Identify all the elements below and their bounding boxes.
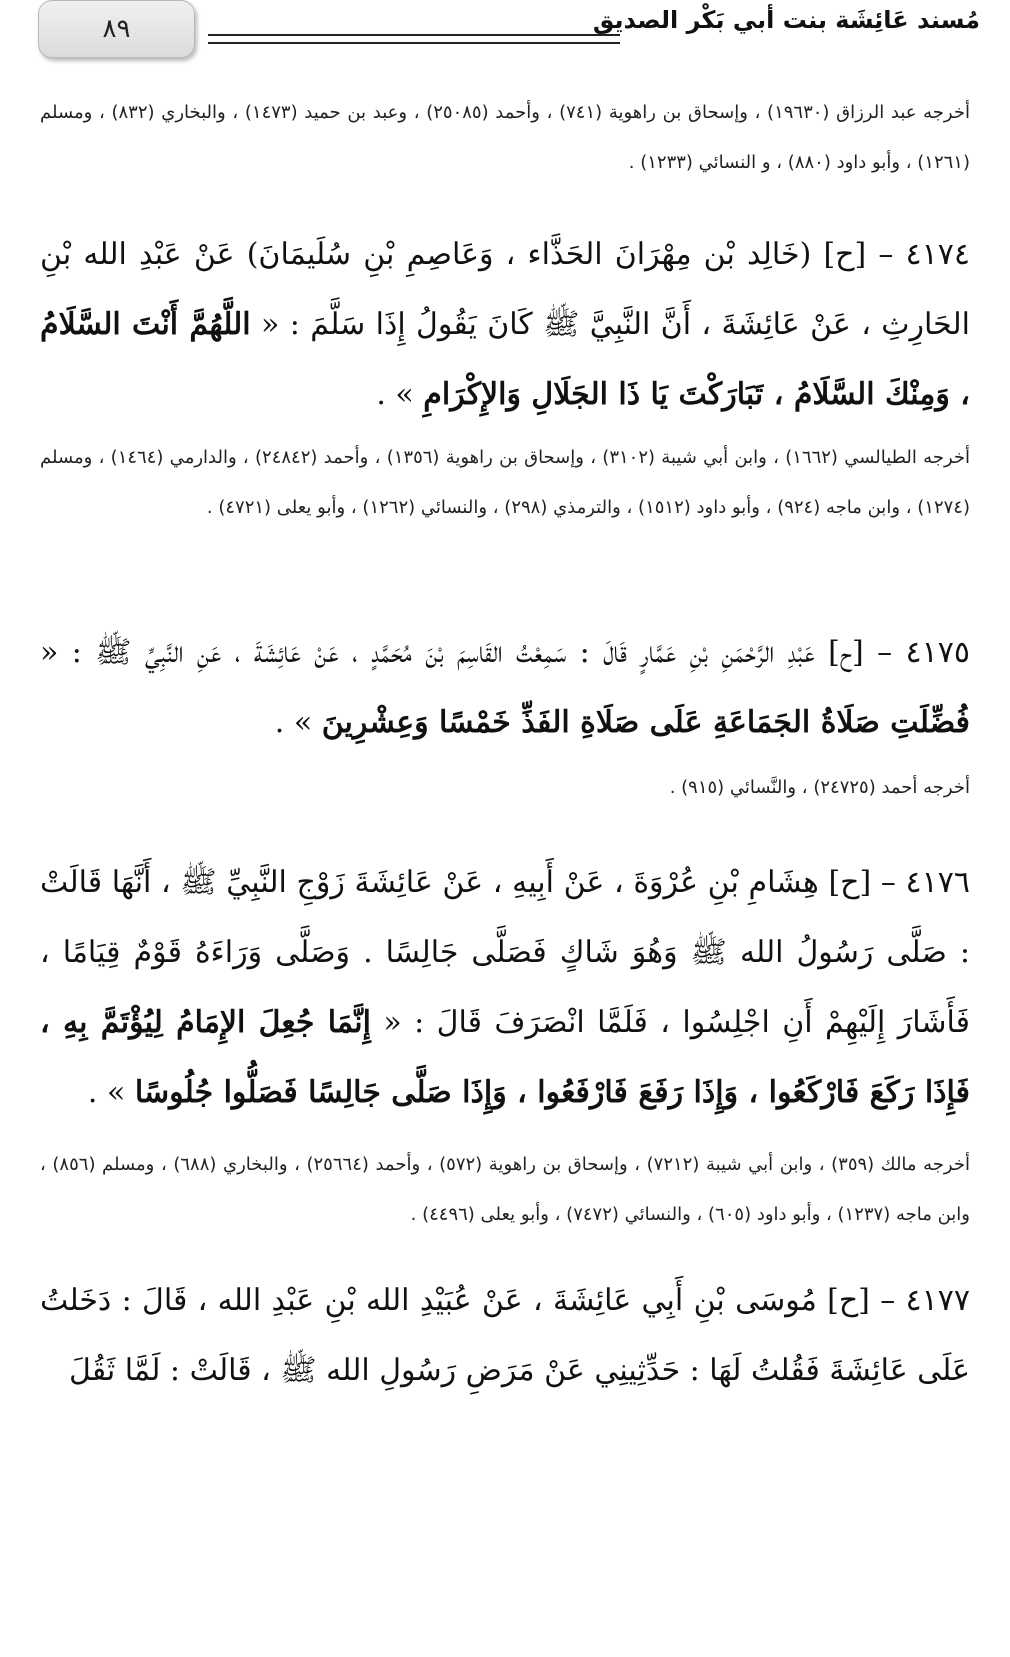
hadith-4176 [40,848,970,1128]
hadith-matn: فُضِّلَتِ صَلَاةُ الجَمَاعَةِ عَلَى صَلَاةِ الفَذِّ خَمْسًا وَعِشْرِينَ [321,705,970,740]
takhrij-note-4 [40,1140,970,1240]
page-number: ٨٩ [102,14,131,44]
page-header [30,0,980,64]
hadith-4174 [40,220,970,430]
takhrij-note-2 [40,433,970,533]
takhrij-note-text: أخرجه أحمد (٢٤٧٢٥) ، والنَّسائي (٩١٥) . [669,777,970,798]
hadith-matn: إِنَّمَا جُعِلَ الإِمَامُ لِيُؤْتَمَّ بِهِ ، فَإِذَا رَكَعَ فَارْكَعُوا ، وَإِذَا رَفَعَ فَارْفَعُوا ، وَإِذَا صَلَّى جَالِسًا فَصَلُّوا جُلُوسًا [40,1005,970,1110]
running-title: مُسند عَائِشَة بنت أبي بَكْر الصديق [592,6,980,34]
hadith-paragraph [40,220,970,430]
hadith-tail: » . [274,705,322,740]
takhrij-note-3 [40,763,970,813]
header-rule-bottom [208,42,620,44]
hadith-paragraph [40,618,970,758]
takhrij-note-text: أخرجه الطيالسي (١٦٦٢) ، وابن أبي شيبة (٣١٠٢) ، وإسحاق بن راهوية (١٣٥٦) ، وأحمد (٢٤٨٤٢) ، والدارمي (١٤٦٤) ، ومسلم (١٢٧٤) ، وابن ماجه (٩٢٤) ، وأبو داود (١٥١٢) ، والترمذي (٢٩٨) ، والنسائي (١٢٦٢) ، وأبو يعلى (٤٧٢١) . [40,447,971,518]
hadith-isnad: [ح] هِشَامِ بْنِ عُرْوَةَ ، عَنْ أَبِيهِ ، عَنْ عَائِشَةَ زَوْجِ النَّبِيِّ ﷺ ، أَنَّهَا قَالَتْ : صَلَّى رَسُولُ الله ﷺ وَهُوَ شَاكٍ فَصَلَّى جَالِسًا . وَصَلَّى وَرَاءَهُ قَوْمٌ قِيَامًا ، فَأَشَارَ إِلَيْهِمْ أَنِ اجْلِسُوا ، فَلَمَّا انْصَرَفَ قَالَ : « [40,865,971,1040]
hadith-number: ٤١٧٦ – [880,865,970,900]
hadith-4177 [40,1266,970,1406]
hadith-isnad: [ح] (خَالِد بْن مِهْرَانَ الحَذَّاء ، وَعَاصِمِ بْنِ سُلَيمَانَ) عَنْ عَبْدِ الله بْنِ الحَارِثِ ، عَنْ عَائِشَةَ ، أَنَّ النَّبِيَّ ﷺ كَانَ يَقُولُ إِذَا سَلَّمَ : « [40,237,970,342]
takhrij-note-text: أخرجه مالك (٣٥٩) ، وابن أبي شيبة (٧٢١٢) ، وإسحاق بن راهوية (٥٧٢) ، وأحمد (٢٥٦٦٤) ، والبخاري (٦٨٨) ، ومسلم (٨٥٦) ، وابن ماجه (١٢٣٧) ، وأبو داود (٦٠٥) ، والنسائي (٧٤٧٢) ، وأبو يعلى (٤٤٩٦) . [40,1154,970,1225]
hadith-4175 [40,618,970,758]
takhrij-note-text: أخرجه عبد الرزاق (١٩٦٣٠) ، وإسحاق بن راهوية (٧٤١) ، وأحمد (٢٥٠٨٥) ، وعبد بن حميد (١٤٧٣) ، والبخاري (٨٣٢) ، ومسلم (١٢٦١) ، وأبو داود (٨٨٠) ، و النسائي (١٢٣٣) . [40,102,970,173]
hadith-isnad: [ح] عَبْدِ الرَّحْمَنِ بْنِ عَمَّارٍ قَالَ : سَمِعْتُ القَاسِمَ بْنَ مُحَمَّدٍ ، عَنْ عَائِشَةَ ، عَنِ النَّبِيِّ ﷺ : « [40,635,878,670]
hadith-number: ٤١٧٧ – [880,1283,970,1318]
hadith-tail: » . [376,377,424,412]
hadith-number: ٤١٧٥ – [877,635,970,670]
hadith-matn: اللَّهُمَّ أَنْتَ السَّلَامُ ، وَمِنْكَ السَّلَامُ ، تَبَارَكْتَ يَا ذَا الجَلَالِ وَالإِكْرَامِ [40,307,970,412]
page-number-tab [38,0,195,58]
hadith-number: ٤١٧٤ – [878,237,970,272]
hadith-isnad: [ح] مُوسَى بْنِ أَبِي عَائِشَةَ ، عَنْ عُبَيْدِ الله بْنِ عَبْدِ الله ، قَالَ : دَخَلتُ عَلَى عَائِشَةَ فَقُلتُ لَهَا : حَدِّثِينِي عَنْ مَرَضِ رَسُولِ الله ﷺ ، قَالَتْ : لَمَّا ثَقُلَ [40,1283,970,1388]
hadith-paragraph [40,1266,970,1406]
hadith-tail: » . [87,1075,135,1110]
hadith-paragraph [40,848,970,1128]
takhrij-note-1 [40,88,970,188]
header-rule-top [208,34,620,36]
